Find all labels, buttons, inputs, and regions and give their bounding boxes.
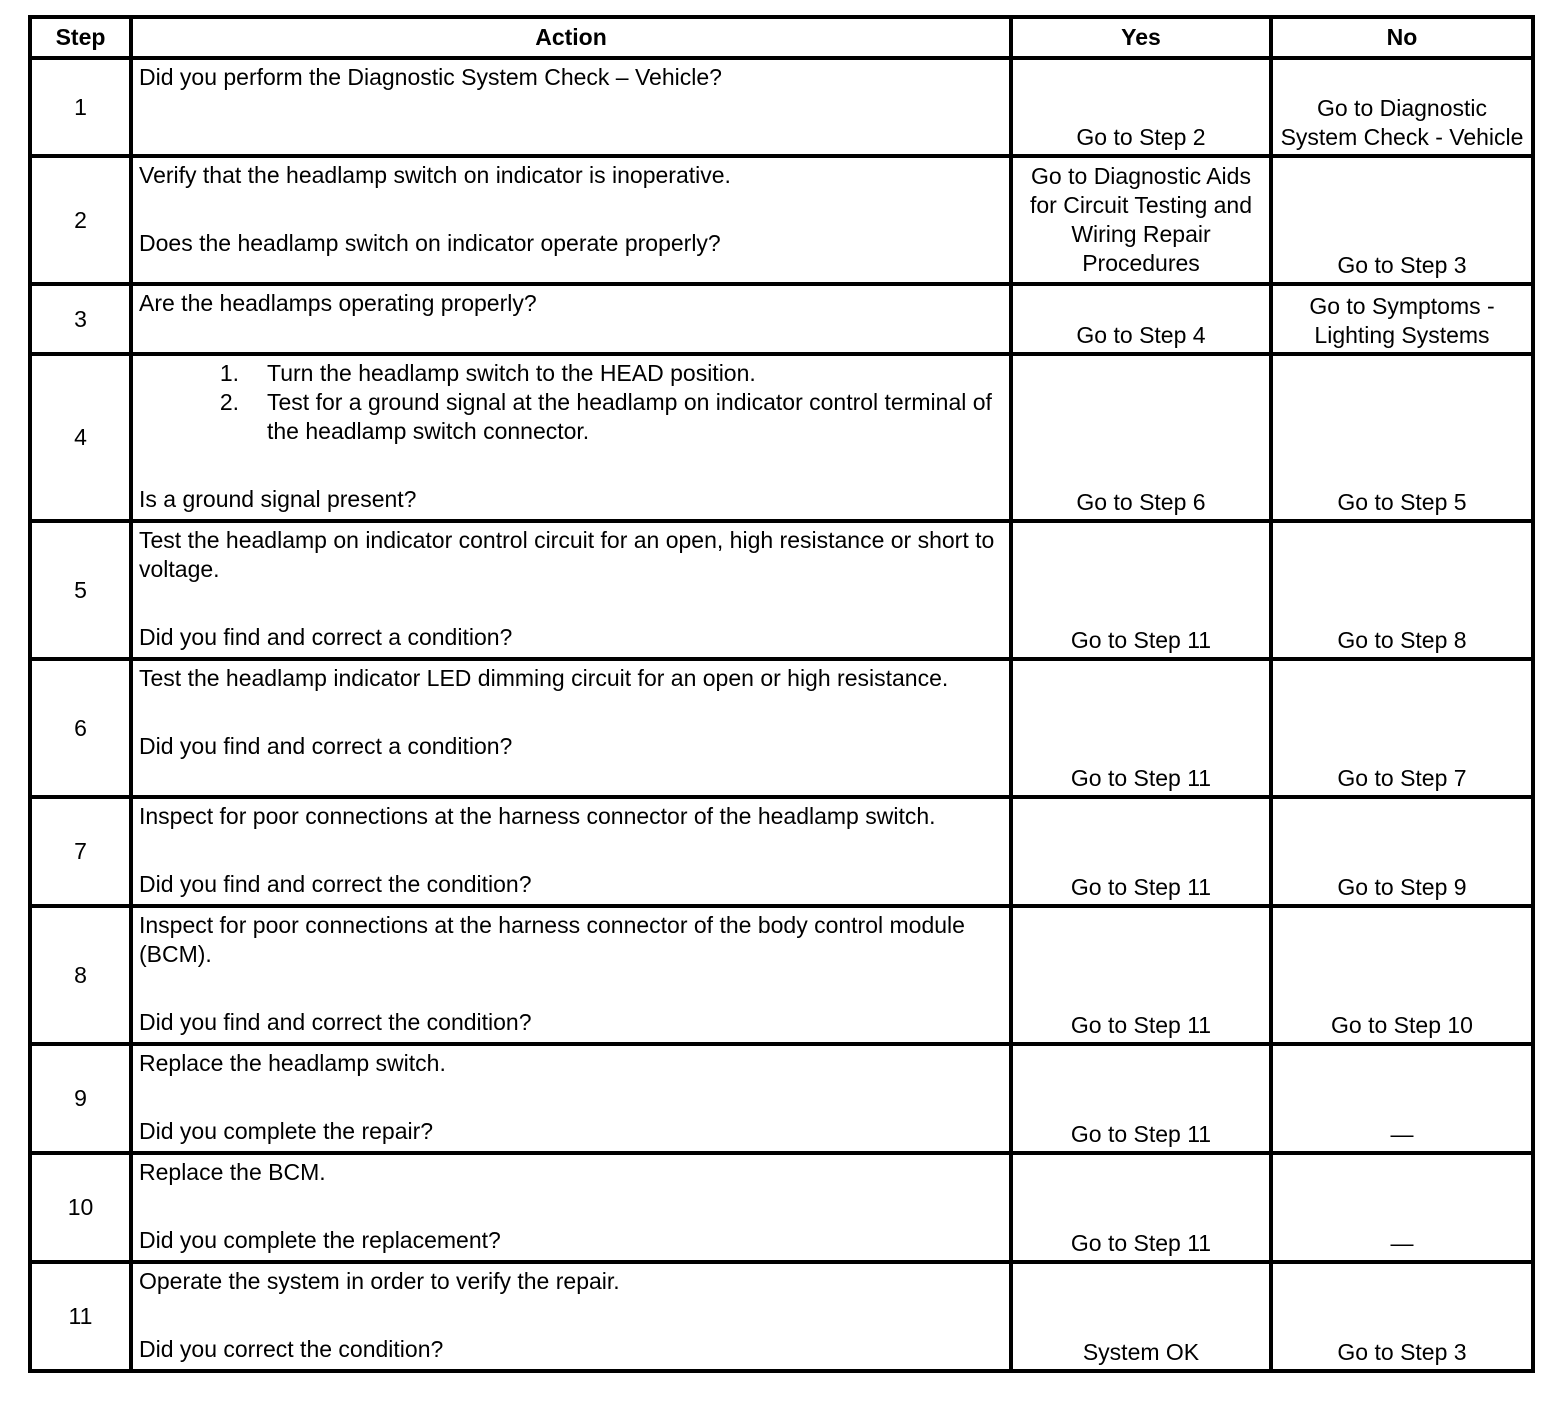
header-action: Action <box>131 17 1011 58</box>
yes-cell: Go to Step 11 <box>1011 1153 1271 1262</box>
action-instruction: Replace the BCM. <box>139 1159 326 1185</box>
action-cell <box>131 659 1011 797</box>
action-steps-list <box>139 359 1003 446</box>
list-item <box>139 359 1003 388</box>
action-question: Did you find and correct the condition? <box>139 871 532 897</box>
step-number: 3 <box>30 284 131 354</box>
action-cell <box>131 906 1011 1044</box>
table-row <box>30 354 1533 521</box>
header-step: Step <box>30 17 131 58</box>
table-row <box>30 906 1533 1044</box>
no-cell: Go to Step 3 <box>1271 1262 1533 1371</box>
action-question: Did you find and correct a condition? <box>139 624 513 650</box>
action-instruction: Inspect for poor connections at the harness connector of the body control module (BCM). <box>139 912 965 967</box>
action-question: Did you correct the condition? <box>139 1336 444 1362</box>
yes-cell: Go to Step 11 <box>1011 659 1271 797</box>
action-instruction: Inspect for poor connections at the harness connector of the headlamp switch. <box>139 803 936 829</box>
table-row <box>30 58 1533 156</box>
no-cell: Go to Step 10 <box>1271 906 1533 1044</box>
step-number: 5 <box>30 521 131 659</box>
table-row <box>30 521 1533 659</box>
yes-cell: System OK <box>1011 1262 1271 1371</box>
step-number: 4 <box>30 354 131 521</box>
header-no: No <box>1271 17 1533 58</box>
no-cell: Go to Step 9 <box>1271 797 1533 906</box>
diagnostic-table <box>28 15 1535 1373</box>
list-text: Turn the headlamp switch to the HEAD position. <box>267 360 756 386</box>
no-cell: Go to Symptoms - Lighting Systems <box>1271 284 1533 354</box>
list-number: 1. <box>219 360 239 386</box>
list-item <box>139 388 1003 446</box>
table-row <box>30 1262 1533 1371</box>
action-question: Is a ground signal present? <box>139 486 417 512</box>
action-cell <box>131 1044 1011 1153</box>
action-question: Does the headlamp switch on indicator operate properly? <box>139 230 721 256</box>
no-cell: Go to Step 3 <box>1271 156 1533 284</box>
action-cell <box>131 1153 1011 1262</box>
action-cell <box>131 797 1011 906</box>
yes-cell: Go to Step 11 <box>1011 797 1271 906</box>
action-cell <box>131 1262 1011 1371</box>
yes-cell: Go to Diagnostic Aids for Circuit Testing and Wiring Repair Procedures <box>1011 156 1271 284</box>
action-instruction: Verify that the headlamp switch on indicator is inoperative. <box>139 162 731 188</box>
yes-cell: Go to Step 11 <box>1011 521 1271 659</box>
table-row <box>30 284 1533 354</box>
action-question: Did you perform the Diagnostic System Check – Vehicle? <box>139 64 722 90</box>
step-number: 6 <box>30 659 131 797</box>
no-cell: Go to Diagnostic System Check - Vehicle <box>1271 58 1533 156</box>
header-row <box>30 17 1533 58</box>
yes-cell: Go to Step 11 <box>1011 906 1271 1044</box>
action-instruction: Test the headlamp on indicator control circuit for an open, high resistance or short to voltage. <box>139 527 995 582</box>
table-row <box>30 659 1533 797</box>
action-cell <box>131 354 1011 521</box>
step-number: 9 <box>30 1044 131 1153</box>
step-number: 7 <box>30 797 131 906</box>
yes-cell: Go to Step 11 <box>1011 1044 1271 1153</box>
table-row <box>30 797 1533 906</box>
step-number: 11 <box>30 1262 131 1371</box>
step-number: 1 <box>30 58 131 156</box>
action-question: Did you find and correct the condition? <box>139 1009 532 1035</box>
no-cell: Go to Step 7 <box>1271 659 1533 797</box>
action-instruction: Replace the headlamp switch. <box>139 1050 446 1076</box>
action-cell <box>131 284 1011 354</box>
header-yes: Yes <box>1011 17 1271 58</box>
table-row <box>30 156 1533 284</box>
yes-cell: Go to Step 2 <box>1011 58 1271 156</box>
list-number: 2. <box>219 389 239 415</box>
action-question: Are the headlamps operating properly? <box>139 290 537 316</box>
yes-cell: Go to Step 4 <box>1011 284 1271 354</box>
action-cell <box>131 58 1011 156</box>
step-number: 2 <box>30 156 131 284</box>
no-cell: — <box>1271 1153 1533 1262</box>
action-instruction: Test the headlamp indicator LED dimming circuit for an open or high resistance. <box>139 665 949 691</box>
action-question: Did you find and correct a condition? <box>139 733 513 759</box>
no-cell: — <box>1271 1044 1533 1153</box>
step-number: 10 <box>30 1153 131 1262</box>
no-cell: Go to Step 5 <box>1271 354 1533 521</box>
table-row <box>30 1044 1533 1153</box>
action-instruction: Operate the system in order to verify the repair. <box>139 1268 620 1294</box>
action-question: Did you complete the replacement? <box>139 1227 501 1253</box>
action-cell <box>131 521 1011 659</box>
table-row <box>30 1153 1533 1262</box>
action-cell <box>131 156 1011 284</box>
step-number: 8 <box>30 906 131 1044</box>
list-text: Test for a ground signal at the headlamp on indicator control terminal of the headlamp switch connector. <box>267 389 992 444</box>
no-cell: Go to Step 8 <box>1271 521 1533 659</box>
yes-cell: Go to Step 6 <box>1011 354 1271 521</box>
action-question: Did you complete the repair? <box>139 1118 434 1144</box>
